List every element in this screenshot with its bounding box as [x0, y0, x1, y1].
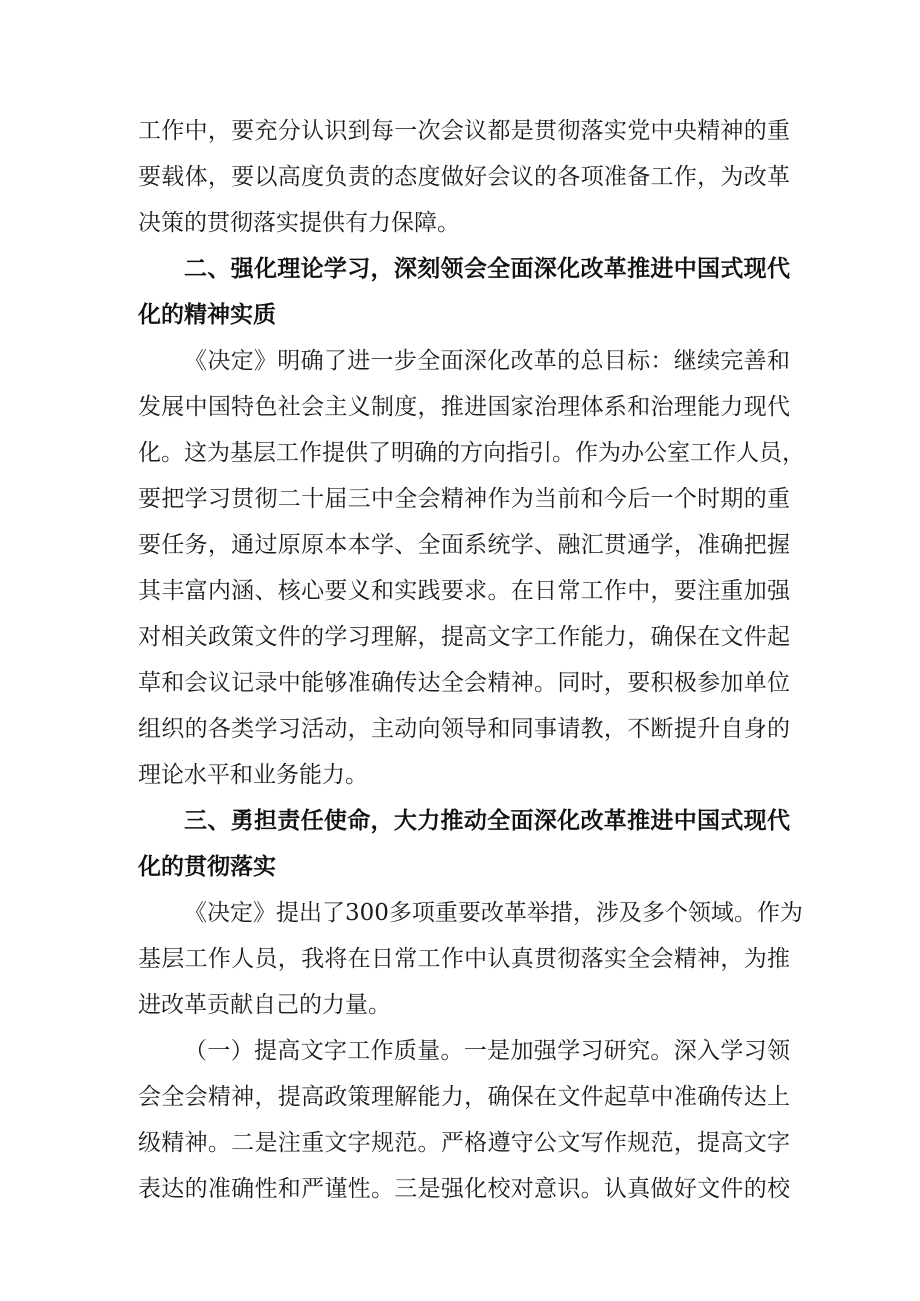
section-heading: 化的贯彻落实 — [138, 854, 276, 880]
section-heading: 三、勇担责任使命，大力推动全面深化改革推进中国式现代 — [184, 808, 790, 834]
body-text-line: 要任务，通过原原本本学、全面系统学、融汇贯通学，准确把握 — [138, 532, 790, 558]
body-text-line: 《决定》明确了进一步全面深化改革的总目标：继续完善和 — [184, 348, 790, 374]
section-heading: 二、强化理论学习，深刻领会全面深化改革推进中国式现代 — [184, 256, 790, 282]
body-text-line: 表达的准确性和严谨性。三是强化校对意识。认真做好文件的校 — [138, 1176, 790, 1202]
section-heading: 化的精神实质 — [138, 302, 276, 328]
body-text-line: 决策的贯彻落实提供有力保障。 — [138, 210, 460, 236]
body-text-line: 基层工作人员，我将在日常工作中认真贯彻落实全会精神，为推 — [138, 946, 790, 972]
body-text-line: 进改革贡献自己的力量。 — [138, 992, 391, 1018]
body-text-line: 级精神。二是注重文字规范。严格遵守公文写作规范，提高文字 — [138, 1130, 790, 1156]
body-text-line: 要把学习贯彻二十届三中全会精神作为当前和今后一个时期的重 — [138, 486, 790, 512]
body-text-line: 工作中，要充分认识到每一次会议都是贯彻落实党中央精神的重 — [138, 118, 790, 144]
body-text-line: （一）提高文字工作质量。一是加强学习研究。深入学习领 — [184, 1038, 790, 1064]
body-text-line: 会全会精神，提高政策理解能力，确保在文件起草中准确传达上 — [138, 1084, 790, 1110]
body-text-line: 草和会议记录中能够准确传达全会精神。同时，要积极参加单位 — [138, 670, 790, 696]
body-text-line: 要载体，要以高度负责的态度做好会议的各项准备工作，为改革 — [138, 164, 790, 190]
body-text-line: 《决定》提出了300多项重要改革举措，涉及多个领域。作为 — [184, 900, 803, 926]
body-text-line: 其丰富内涵、核心要义和实践要求。在日常工作中，要注重加强 — [138, 578, 790, 604]
body-text-line: 对相关政策文件的学习理解，提高文字工作能力，确保在文件起 — [138, 624, 790, 650]
body-text-line: 理论水平和业务能力。 — [138, 762, 368, 788]
body-text-line: 发展中国特色社会主义制度，推进国家治理体系和治理能力现代 — [138, 394, 790, 420]
body-text-line: 组织的各类学习活动，主动向领导和同事请教，不断提升自身的 — [138, 716, 790, 742]
body-text-line: 化。这为基层工作提供了明确的方向指引。作为办公室工作人员， — [138, 440, 805, 466]
